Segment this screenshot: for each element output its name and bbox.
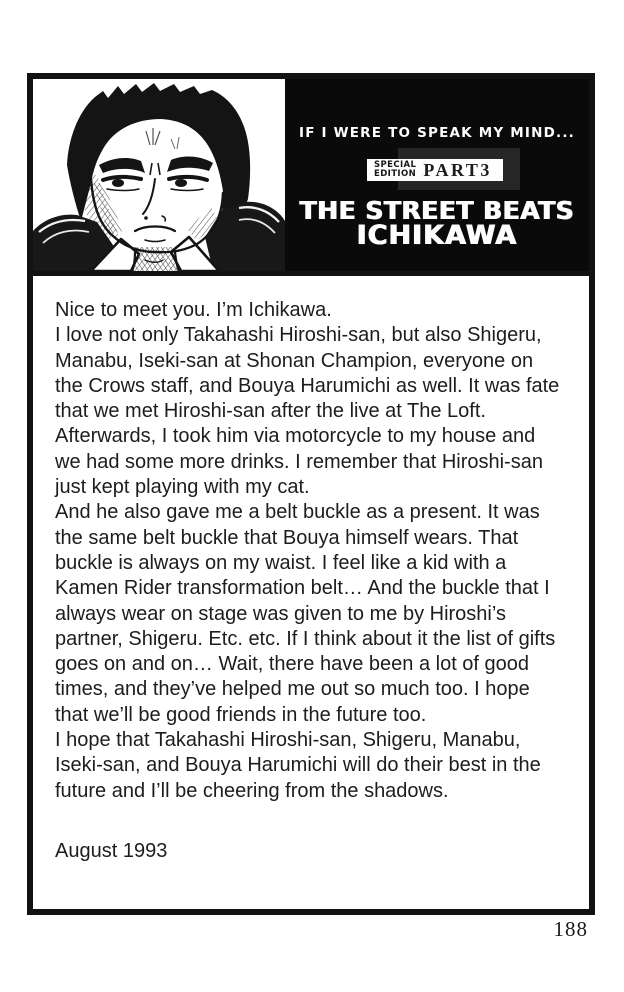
letter-line: I love not only Takahashi Hiroshi-san, but also Shigeru,	[55, 324, 542, 347]
letter-line: Nice to meet you. I’m Ichikawa.	[55, 299, 332, 321]
letter-line: the same belt buckle that Bouya himself wears. That	[55, 526, 519, 549]
letter-line: that we met Hiroshi-san after the live at The Loft.	[55, 400, 486, 423]
letter-line: just kept playing with my cat.	[55, 476, 310, 499]
letter-line: Iseki-san, and Bouya Harumichi will do their best in the	[55, 754, 541, 777]
letter-line: we had some more drinks. I remember that Hiroshi-san	[55, 450, 543, 473]
letter-line: Afterwards, I took him via motorcycle to my house and	[55, 425, 536, 448]
header-panel	[33, 79, 589, 276]
letter-line: Manabu, Iseki-san at Shonan Champion, everyone on	[55, 349, 534, 372]
letter-line: always wear on stage was given to me by Hiroshi’s	[55, 602, 506, 625]
letter-line: And he also gave me a belt buckle as a present. It was	[55, 501, 540, 524]
page-frame	[27, 73, 595, 915]
badge-word-special: SPECIAL	[374, 160, 417, 171]
letter-line: partner, Shigeru. Etc. etc. If I think about it the list of gifts	[55, 627, 556, 650]
letter-line: I hope that Takahashi Hiroshi-san, Shigeru, Manabu,	[55, 729, 521, 752]
chapter-title-line1: THE STREET BEATS	[299, 196, 575, 225]
letter-line: Kamen Rider transformation belt… And the buckle that I	[55, 577, 550, 600]
letter-text	[55, 298, 589, 864]
badge-word-edition: EDITION	[374, 169, 417, 179]
letter-line: the Crows staff, and Bouya Harumichi as well. It was fate	[55, 374, 560, 397]
title-panel	[285, 79, 589, 271]
chapter-title-line2: ICHIKAWA	[356, 220, 518, 251]
letter-line: buckle is always on my waist. I feel like a kid with a	[55, 551, 507, 574]
letter-line: future and I’ll be cheering from the shadows.	[55, 779, 449, 802]
chapter-title	[285, 198, 589, 249]
page-number: 188	[553, 917, 588, 941]
letter-lines	[55, 298, 589, 804]
letter-line: that we’ll be good friends in the future too.	[55, 703, 427, 726]
special-edition-label	[374, 161, 416, 179]
character-portrait	[33, 79, 285, 271]
special-edition-badge	[367, 159, 503, 181]
part-number-label: PART3	[423, 159, 492, 180]
character-portrait-drawing	[33, 79, 285, 271]
letter-line: goes on and on… Wait, there have been a lot of good	[55, 653, 530, 676]
letter-line: times, and they’ve helped me out so much too. I hope	[55, 678, 530, 701]
tagline-text: IF I WERE TO SPEAK MY MIND...	[299, 125, 575, 141]
letter-date: August 1993	[55, 839, 168, 862]
